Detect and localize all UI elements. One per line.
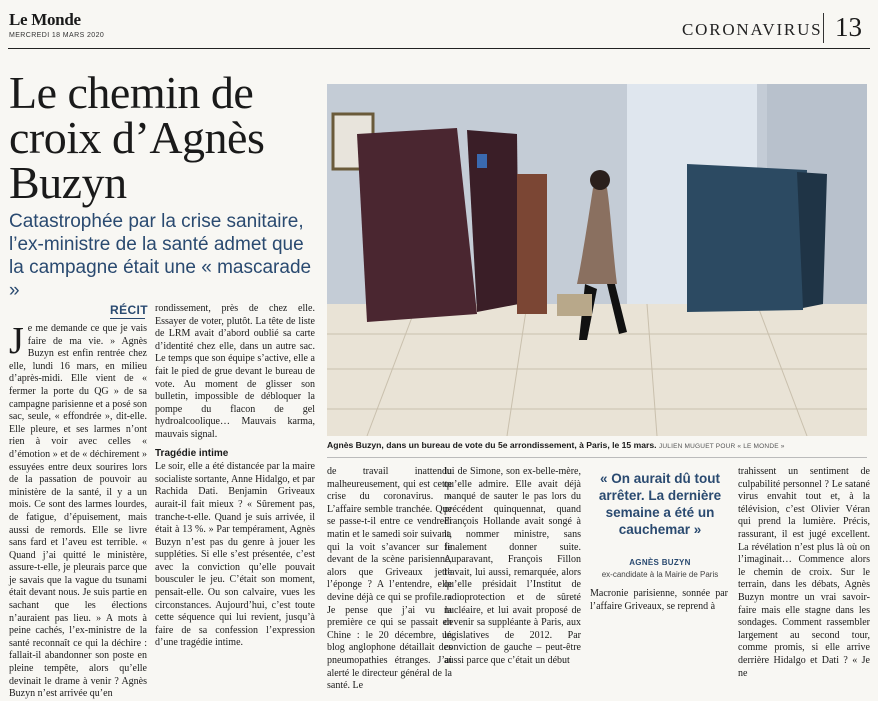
drop-cap: J — [9, 320, 24, 362]
text-column-5 — [590, 588, 728, 613]
caption-text: Agnès Buzyn, dans un bureau de vote du 5e arrondissement, à Paris, le 15 mars. — [327, 440, 657, 450]
pull-quote: « On aurait dû tout arrêter. La dernière semaine a été un cauchemar » — [598, 471, 722, 537]
quote-author: AGNÈS BUZYN — [629, 558, 691, 567]
newspaper-logo: Le Monde — [9, 10, 81, 29]
photo-caption — [327, 440, 867, 450]
paragraph: e me demande ce que je vais faire de ma vie. » Agnès Buzyn est enfin rentrée chez elle, lundi 16 mars, en milieu d’après-midi. Elle vient de « fermer la porte du QG » de sa campagne parisienne et a posé son sac, seule, « effondrée », dit-elle. Elle pleure, et ses larmes n’ont rien à voir avec celles « d’émotion » et de « déchirement » essuyées entre deux sourires lors de la passation de pouvoir au ministère de la santé, il y a un mois. Ce sont des larmes lourdes, de fatigue, d’épuisement, mais aussi de remords. Elle se livre sans fard et l’aveu est terrible. « Quand j’ai quitté le ministère, assure-t-elle, je pleurais parce que je savais que la vague du tsunami était devant nous. Je suis partie en sachant que les élections n’auraient pas lieu. » A mots à peine cachés, l’ex-ministre de la santé reconnaît ce qui la déchire : fallait-il abandonner son poste en pleine tempête, alors qu’elle devinait le drame à venir ? Agnès Buzyn n’est arrivée qu’en — [9, 323, 148, 700]
text-column-3 — [327, 466, 452, 693]
masthead-divider — [823, 13, 824, 43]
photo-credit: JULIEN MUGUET POUR « LE MONDE » — [658, 443, 785, 450]
article-label: RÉCIT — [110, 303, 148, 317]
paragraph: lui de Simone, son ex-belle-mère, qu’elle admire. Elle avait déjà manqué de sauter le pas lors du précédent quinquennat, quand François Hollande avait songé à la nommer ministre, sans finalement donner suite. Auparavant, François Fillon l’avait, lui aussi, remarquée, alors qu’elle présidait l’Institut de radioprotection et de sûreté nucléaire, et lui avait proposé de devenir sa suppléante à Paris, aux législatives de 2012. Par conviction de gauche – peut-être aussi parce que c’était un début — [444, 466, 581, 666]
article-subtitle: Catastrophée par la crise sanitaire, l’ex-ministre de la santé admet que la campagne était une « mascarade » — [9, 211, 312, 301]
label-underline — [110, 318, 145, 319]
paragraph: rondissement, près de chez elle. Essayer de voter, plutôt. La tête de liste de LRM avait d’abord oublié sa carte d’identité chez elle, dans un autre sac. Le temps que son équipe s’active, elle a fait le pied de grue devant le bureau de vote. Au moment de glisser son bulletin, impossible de débloquer la pompe du flacon de gel hydroalcoolique… Mauvais karma, mauvais signal. — [155, 303, 315, 440]
text-column-2 — [155, 303, 315, 650]
paragraph: trahissent un sentiment de culpabilité personnel ? Le satané virus envahit tout et, à la télévision, c’est Olivier Véran qui prend la lumière. Précis, rassurant, il est jugé excellent. La révélation n’est plus là où on l’imaginait… Commence alors le chemin de croix. Sur le terrain, dans les débats, Agnès Buzyn montre un vrai savoir-faire mais elle stagne dans les sondages. Comment rassembler largement au second tour, comme promis, si elle arrive derrière Hidalgo et Dati ? « Je ne — [738, 466, 870, 679]
paragraph: Le soir, elle a été distancée par la maire socialiste sortante, Anne Hidalgo, et par Rachida Dati. Benjamin Griveaux aurait-il fait mieux ? « Sûrement pas, tranche-t-elle. Quand je suis arrivée, il était à 13 %. » Par tempérament, Agnès Buzyn n’est pas du genre à jouer les suppléties. Si elle s’est présentée, c’est avec la conviction qu’elle pouvait bousculer le jeu. C’était son moment, pensait-elle. Ou son calvaire, vues les circonstances. Aujourd’hui, c’est toute cette séquence qui lui revient, jusqu’à faire de sa confession l’expression d’une tragédie intime. — [155, 461, 315, 649]
article-photo — [327, 84, 867, 436]
text-column-4 — [444, 466, 581, 668]
paragraph: Macronie parisienne, sonnée par l’affaire Griveaux, se reprend à — [590, 588, 728, 612]
top-rule — [8, 48, 870, 49]
quote-author-role: ex-candidate à la Mairie de Paris — [601, 570, 719, 579]
intertitle: Tragédie intime — [155, 447, 229, 459]
section-name: CORONAVIRUS — [682, 20, 823, 39]
paragraph: de travail inattendu malheureusement, qui est cette crise du coronavirus. » L’affaire semble tranchée. Que se passe-t-il entre ce vendredi matin et le samedi soir suivant, qui la voit s’avancer sur le devant de la scène parisienne, alors que Griveaux jette l’éponge ? A l’entendre, elle devine déjà ce qui se profile. « Je pense que j’ai vu la première ce qui se passait en Chine : le 20 décembre, un blog anglophone détaillait des pneumopathies étranges. J’ai alerté le directeur général de la santé. Le — [327, 466, 452, 692]
text-column-6 — [738, 466, 870, 680]
caption-rule — [327, 457, 867, 458]
article-title: Le chemin de croix d’Agnès Buzyn — [9, 67, 265, 208]
page-number: 13 — [835, 12, 862, 42]
text-column-1 — [9, 320, 148, 701]
issue-date: MERCREDI 18 MARS 2020 — [9, 32, 105, 39]
